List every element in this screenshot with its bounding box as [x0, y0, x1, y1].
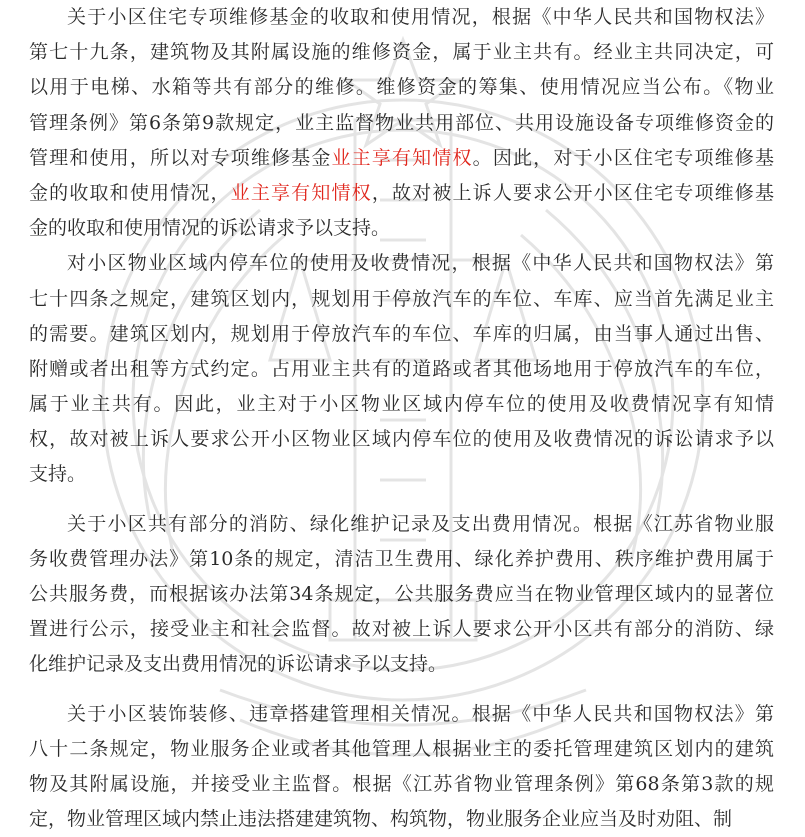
text-line: [29, 0, 774, 35]
paragraph-fund: [29, 0, 774, 246]
text-segment: 七十四条之规定，建筑区划内，规划用于停放汽车的车位、车库、应当首先满足业主: [29, 287, 774, 310]
text-line: [29, 457, 774, 492]
text-segment: 置进行公示，接受业主和社会监督。故对被上诉人要求公开小区共有部分的消防、绿: [29, 618, 774, 641]
text-segment: 属于业主共有。因此，业主对于小区物业区域内停车位的使用及收费情况享有知情: [29, 393, 774, 416]
text-line: [29, 422, 774, 457]
text-segment: 权，故对被上诉人要求公开小区物业区域内停车位的使用及收费情况的诉讼请求予以: [29, 428, 774, 451]
text-line: [29, 647, 774, 682]
text-segment: 八十二条规定，物业服务企业或者其他管理人根据业主的委托管理建筑区划内的建筑: [29, 737, 774, 760]
text-segment: 管理和使用，所以对专项维修基金: [29, 146, 332, 169]
text-segment: 。因此，对于小区住宅专项维修基: [472, 146, 774, 169]
text-line: [29, 106, 774, 141]
paragraph-gap: [29, 493, 774, 507]
text-line: [29, 697, 774, 732]
text-line: [29, 577, 774, 612]
text-line: [29, 802, 774, 837]
text-line: [29, 176, 774, 211]
text-line: [29, 141, 774, 176]
paragraph-decoration: [29, 697, 774, 837]
text-line: [29, 767, 774, 802]
text-line: [29, 542, 774, 577]
highlighted-text: 业主享有知情权: [331, 146, 473, 169]
text-segment: 关于小区共有部分的消防、绿化维护记录及支出费用情况。根据《江苏省物业服: [67, 512, 774, 535]
text-segment: 金的收取和使用情况的诉讼请求予以支持。: [29, 217, 391, 240]
text-line: [29, 246, 774, 281]
text-segment: 的需要。建筑区划内，规划用于停放汽车的车位、车库的归属，由当事人通过出售、: [29, 322, 774, 345]
text-segment: ，故对被上诉人要求公开小区住宅专项维修基: [371, 181, 774, 204]
text-line: [29, 612, 774, 647]
text-segment: 关于小区装饰装修、违章搭建管理相关情况。根据《中华人民共和国物权法》第: [67, 702, 774, 725]
text-line: [29, 732, 774, 767]
text-line: [29, 35, 774, 70]
text-segment: 对小区物业区域内停车位的使用及收费情况，根据《中华人民共和国物权法》第: [67, 252, 774, 275]
paragraph-fire-green: [29, 507, 774, 683]
text-segment: 管理条例》第6条第9款规定，业主监督物业共用部位、共用设施设备专项维修资金的: [29, 111, 774, 134]
text-segment: 以用于电梯、水箱等共有部分的维修。维修资金的筹集、使用情况应当公布。《物业: [29, 76, 774, 99]
text-segment: 关于小区住宅专项维修基金的收取和使用情况，根据《中华人民共和国物权法》: [67, 6, 774, 28]
text-line: [29, 70, 774, 105]
text-segment: 支持。: [29, 463, 87, 486]
paragraph-parking: [29, 246, 774, 492]
text-line: [29, 387, 774, 422]
highlighted-text: 业主享有知情权: [230, 181, 372, 204]
text-segment: 物及其附属设施，并接受业主监督。根据《江苏省物业管理条例》第68条第3款的规: [29, 772, 774, 795]
text-segment: 附赠或者出租等方式约定。占用业主共有的道路或者其他场地用于停放汽车的车位，: [29, 357, 774, 380]
paragraph-gap: [29, 683, 774, 697]
text-segment: 公共服务费，而根据该办法第34条规定，公共服务费应当在物业管理区域内的显著位: [29, 583, 774, 605]
text-line: [29, 282, 774, 317]
text-line: [29, 211, 774, 246]
text-segment: 务收费管理办法》第10条的规定，清洁卫生费用、绿化养护费用、秩序维护费用属于: [29, 547, 774, 570]
text-segment: 定，物业管理区域内禁止违法搭建建筑物、构筑物，物业服务企业应当及时劝阻、制: [29, 808, 733, 831]
text-line: [29, 317, 774, 352]
text-segment: 金的收取和使用情况，: [29, 181, 231, 204]
text-line: [29, 352, 774, 387]
document-body: [29, 0, 774, 837]
text-line: [29, 507, 774, 542]
text-segment: 第七十九条，建筑物及其附属设施的维修资金，属于业主共有。经业主共同决定，可: [29, 41, 774, 64]
text-segment: 化维护记录及支出费用情况的诉讼请求予以支持。: [29, 653, 448, 676]
